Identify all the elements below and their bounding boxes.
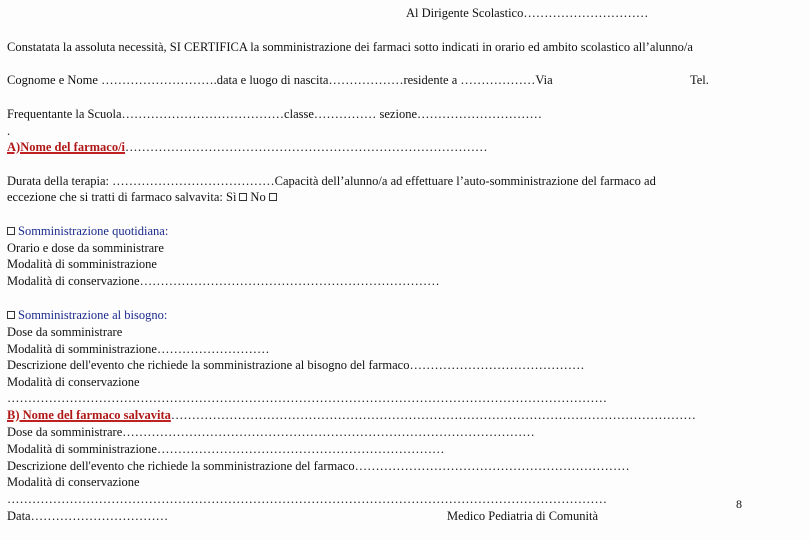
- school-info-line: Frequentante la Scuola…………………………………classe…………… sezione…………………………: [7, 107, 542, 121]
- as-needed-dots: ………………………………………………………………………………………………………………………………: [7, 391, 607, 405]
- duration-line-1: Durata della terapia: …………………………………Capacità dell’alunno/a ad effettuare l’auto-somministrazione del farmaco ad: [7, 174, 656, 188]
- recipient-line: Al Dirigente Scolastico…………………………: [406, 6, 649, 20]
- tel-label: Tel.: [690, 73, 709, 87]
- drug-b-event: Descrizione dell'evento che richiede la somministrazione del farmaco…………………………………………………………: [7, 459, 630, 473]
- duration-line-2: [7, 190, 280, 205]
- as-needed-storage: Modalità di conservazione: [7, 375, 140, 389]
- as-needed-dose: Dose da somministrare: [7, 325, 123, 339]
- daily-title: Somministrazione quotidiana:: [18, 224, 169, 238]
- daily-mode: Modalità di somministrazione: [7, 257, 157, 271]
- date-field: Data……………………………: [7, 509, 169, 523]
- drug-a-label: A)Nome del farmaco/i: [7, 140, 126, 154]
- no-checkbox[interactable]: [269, 193, 277, 201]
- drug-a-dots: ……………………………………………………………………………: [125, 140, 488, 154]
- as-needed-checkbox[interactable]: [7, 311, 15, 319]
- daily-title-line: [4, 224, 168, 239]
- daily-storage: Modalità di conservazione………………………………………………………………: [7, 274, 440, 288]
- salvavita-question: eccezione che si tratti di farmaco salvavita: Sì: [7, 190, 237, 204]
- drug-b-line: [7, 408, 696, 423]
- drug-b-dots: ………………………………………………………………………………………………………………………………: [7, 492, 607, 506]
- intro-text: Constatata la assoluta necessità, SI CERTIFICA la somministrazione dei farmaci sotto indicati in orario ed ambito scolastico all’alunno/a: [7, 40, 693, 54]
- student-info-line: Cognome e Nome ……………………….data e luogo di nascita………………residente a ………………Via: [7, 73, 553, 87]
- signature-label: Medico Pediatria di Comunità: [447, 509, 599, 523]
- page-number: 8: [736, 497, 742, 511]
- drug-a-line: [7, 140, 488, 155]
- as-needed-mode: Modalità di somministrazione………………………: [7, 342, 270, 356]
- as-needed-event: Descrizione dell'evento che richiede la somministrazione al bisogno del farmaco……………………………………: [7, 358, 585, 372]
- as-needed-title: Somministrazione al bisogno:: [18, 308, 168, 322]
- as-needed-title-line: [4, 308, 167, 323]
- drug-b-label: B) Nome del farmaco salvavita: [7, 408, 171, 422]
- daily-checkbox[interactable]: [7, 227, 15, 235]
- drug-b-dose: Dose da somministrare………………………………………………………………………………………: [7, 425, 535, 439]
- drug-b-dots: ………………………………………………………………………………………………………………: [170, 408, 696, 422]
- drug-b-mode: Modalità di somministrazione……………………………………………………………: [7, 442, 445, 456]
- daily-dose: Orario e dose da somministrare: [7, 241, 164, 255]
- no-label: No: [250, 190, 266, 204]
- yes-checkbox[interactable]: [239, 193, 247, 201]
- drug-b-storage: Modalità di conservazione: [7, 475, 140, 489]
- school-dot: .: [7, 124, 11, 138]
